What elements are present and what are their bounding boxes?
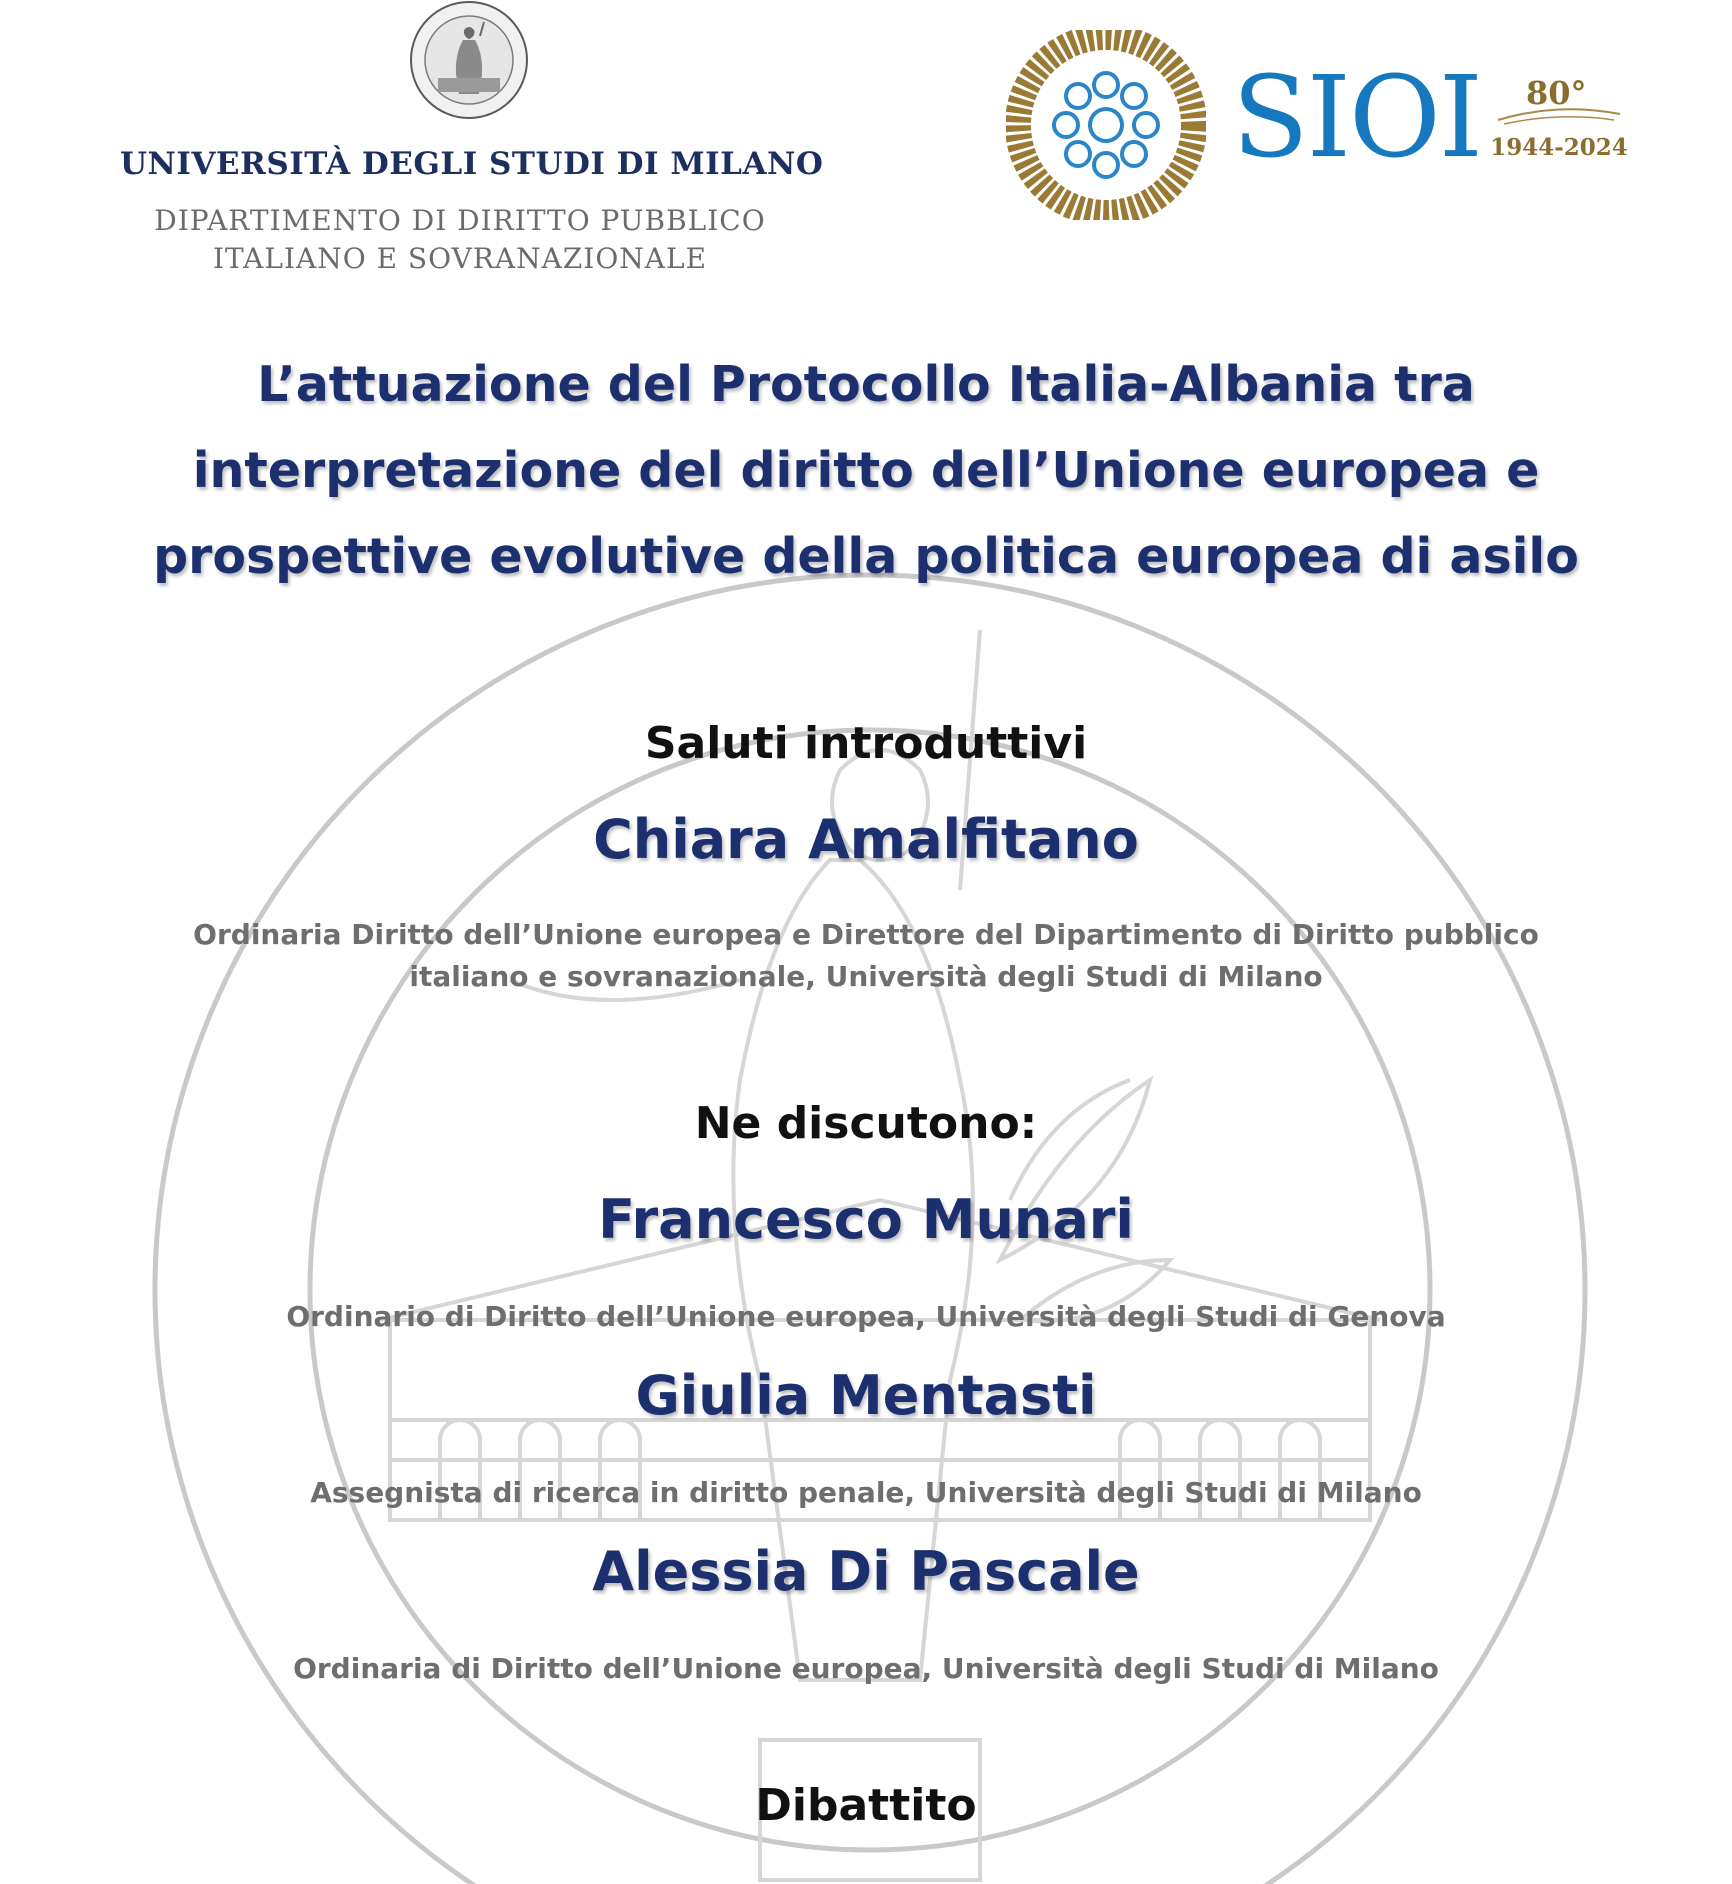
speaker-role: Assegnista di ricerca in diritto penale, Università degli Studi di Milano (310, 1476, 1422, 1509)
speaker-role: Ordinaria Diritto dell’Unione europea e Direttore del Dipartimento di Diritto pubblico italiano e sovranazionale, Università degli Studi di Milano (193, 918, 1539, 993)
swoosh-icon (1494, 104, 1624, 126)
speaker-name: Alessia Di Pascale (592, 1540, 1140, 1603)
department-line-1: DIPARTIMENTO DI DIRITTO PUBBLICO (154, 204, 766, 237)
speaker-role: Ordinaria di Diritto dell’Unione europea, Università degli Studi di Milano (293, 1652, 1439, 1685)
speaker-name: Francesco Munari (598, 1188, 1134, 1251)
anniversary-badge: 80° (1526, 74, 1587, 112)
department-line-2: ITALIANO E SOVRANAZIONALE (212, 242, 708, 275)
section-debate: Dibattito (755, 1780, 977, 1831)
speaker-role: Ordinario di Diritto dell’Unione europea, Università degli Studi di Genova (286, 1300, 1446, 1333)
section-discussion: Ne discutono: (694, 1098, 1038, 1149)
section-welcome: Saluti introduttivi (644, 718, 1088, 769)
university-seal-icon (398, 0, 540, 128)
speaker-name: Giulia Mentasti (635, 1364, 1097, 1427)
university-name: UNIVERSITÀ DEGLI STUDI DI MILANO (120, 146, 824, 182)
speaker-name: Chiara Amalfitano (593, 808, 1139, 871)
sioi-logo-text: SIOI (1232, 53, 1482, 183)
sioi-emblem-icon (1006, 30, 1206, 220)
event-title: L’attuazione del Protocollo Italia-Albania tra interpretazione del diritto dell’Unione europea e prospettive evolutive della politica europea di asilo (153, 356, 1579, 585)
anniversary-years: 1944-2024 (1490, 134, 1628, 161)
